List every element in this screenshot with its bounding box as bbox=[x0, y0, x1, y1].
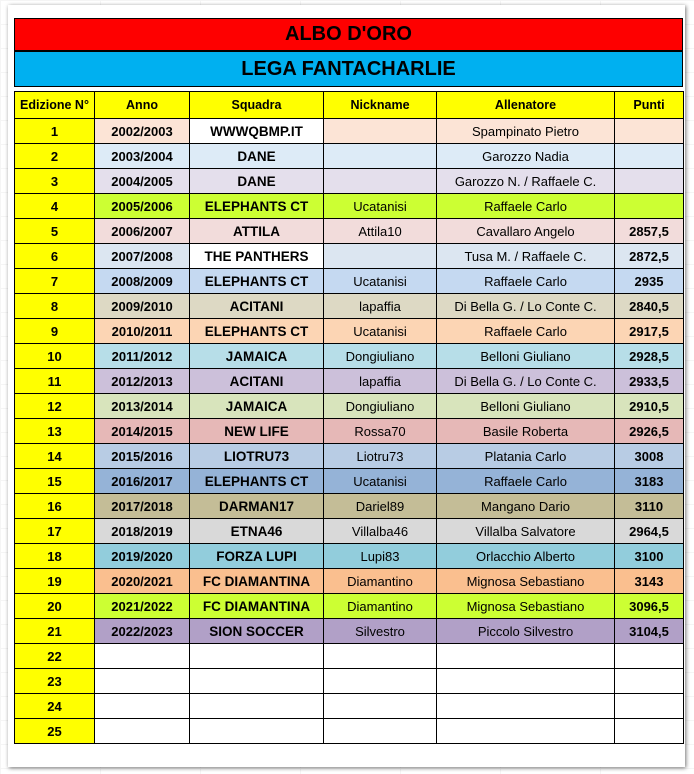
cell-allenatore[interactable]: Raffaele Carlo bbox=[437, 269, 615, 294]
cell-punti[interactable]: 2926,5 bbox=[615, 419, 684, 444]
table-row bbox=[15, 569, 684, 594]
cell-allenatore[interactable]: Villalba Salvatore bbox=[437, 519, 615, 544]
column-header-squadra[interactable]: Squadra bbox=[190, 92, 324, 119]
cell-edizione[interactable]: 21 bbox=[15, 619, 95, 644]
cell-nickname[interactable]: Ucatanisi bbox=[324, 319, 437, 344]
cell-edizione[interactable]: 13 bbox=[15, 419, 95, 444]
cell-edizione[interactable]: 15 bbox=[15, 469, 95, 494]
cell-nickname[interactable]: lapaffia bbox=[324, 369, 437, 394]
table-row bbox=[15, 319, 684, 344]
cell-allenatore[interactable]: Belloni Giuliano bbox=[437, 344, 615, 369]
cell-anno[interactable] bbox=[95, 694, 190, 719]
table-row bbox=[15, 344, 684, 369]
table-row bbox=[15, 669, 684, 694]
column-header-anno[interactable]: Anno bbox=[95, 92, 190, 119]
cell-anno[interactable] bbox=[95, 719, 190, 744]
cell-punti[interactable]: 3110 bbox=[615, 494, 684, 519]
cell-punti[interactable]: 2928,5 bbox=[615, 344, 684, 369]
column-header-nickname[interactable]: Nickname bbox=[324, 92, 437, 119]
cell-allenatore[interactable]: Basile Roberta bbox=[437, 419, 615, 444]
table-row bbox=[15, 644, 684, 669]
cell-nickname[interactable]: Rossa70 bbox=[324, 419, 437, 444]
cell-anno[interactable]: 2015/2016 bbox=[95, 444, 190, 469]
cell-punti[interactable]: 2840,5 bbox=[615, 294, 684, 319]
cell-allenatore[interactable]: Orlacchio Alberto bbox=[437, 544, 615, 569]
cell-allenatore[interactable]: Piccolo Silvestro bbox=[437, 619, 615, 644]
cell-squadra[interactable]: DANE bbox=[190, 144, 324, 169]
cell-allenatore[interactable]: Raffaele Carlo bbox=[437, 319, 615, 344]
cell-edizione[interactable]: 4 bbox=[15, 194, 95, 219]
title-banner: ALBO D'ORO bbox=[14, 18, 683, 51]
cell-anno[interactable]: 2021/2022 bbox=[95, 594, 190, 619]
cell-punti[interactable] bbox=[615, 644, 684, 669]
albo-doro-table bbox=[14, 91, 684, 744]
cell-punti[interactable]: 2910,5 bbox=[615, 394, 684, 419]
cell-nickname[interactable]: lapaffia bbox=[324, 294, 437, 319]
cell-allenatore[interactable] bbox=[437, 719, 615, 744]
cell-allenatore[interactable]: Di Bella G. / Lo Conte C. bbox=[437, 369, 615, 394]
cell-nickname[interactable]: Dongiuliano bbox=[324, 344, 437, 369]
cell-nickname[interactable] bbox=[324, 669, 437, 694]
cell-edizione[interactable]: 10 bbox=[15, 344, 95, 369]
cell-edizione[interactable]: 25 bbox=[15, 719, 95, 744]
cell-allenatore[interactable]: Raffaele Carlo bbox=[437, 194, 615, 219]
cell-edizione[interactable]: 24 bbox=[15, 694, 95, 719]
cell-nickname[interactable] bbox=[324, 144, 437, 169]
cell-squadra[interactable] bbox=[190, 719, 324, 744]
cell-nickname[interactable]: Lupi83 bbox=[324, 544, 437, 569]
cell-squadra[interactable]: WWWQBMP.IT bbox=[190, 119, 324, 144]
cell-squadra[interactable]: ETNA46 bbox=[190, 519, 324, 544]
cell-punti[interactable] bbox=[615, 119, 684, 144]
cell-punti[interactable] bbox=[615, 194, 684, 219]
table-row bbox=[15, 444, 684, 469]
cell-nickname[interactable] bbox=[324, 119, 437, 144]
cell-nickname[interactable] bbox=[324, 169, 437, 194]
cell-nickname[interactable] bbox=[324, 719, 437, 744]
table-row bbox=[15, 369, 684, 394]
cell-nickname[interactable] bbox=[324, 244, 437, 269]
cell-allenatore[interactable] bbox=[437, 694, 615, 719]
table-row bbox=[15, 294, 684, 319]
cell-punti[interactable]: 3143 bbox=[615, 569, 684, 594]
cell-allenatore[interactable]: Garozzo N. / Raffaele C. bbox=[437, 169, 615, 194]
table-row bbox=[15, 594, 684, 619]
cell-anno[interactable] bbox=[95, 669, 190, 694]
cell-punti[interactable] bbox=[615, 669, 684, 694]
cell-allenatore[interactable] bbox=[437, 669, 615, 694]
cell-squadra[interactable] bbox=[190, 644, 324, 669]
cell-allenatore[interactable]: Tusa M. / Raffaele C. bbox=[437, 244, 615, 269]
cell-punti[interactable] bbox=[615, 169, 684, 194]
cell-punti[interactable]: 2917,5 bbox=[615, 319, 684, 344]
cell-edizione[interactable]: 12 bbox=[15, 394, 95, 419]
cell-anno[interactable]: 2018/2019 bbox=[95, 519, 190, 544]
cell-anno[interactable]: 2019/2020 bbox=[95, 544, 190, 569]
cell-squadra[interactable]: ELEPHANTS CT bbox=[190, 469, 324, 494]
table-row bbox=[15, 144, 684, 169]
cell-punti[interactable]: 2933,5 bbox=[615, 369, 684, 394]
cell-edizione[interactable]: 7 bbox=[15, 269, 95, 294]
table-row bbox=[15, 244, 684, 269]
cell-squadra[interactable]: LIOTRU73 bbox=[190, 444, 324, 469]
cell-squadra[interactable] bbox=[190, 694, 324, 719]
cell-squadra[interactable]: FC DIAMANTINA bbox=[190, 569, 324, 594]
cell-squadra[interactable]: ELEPHANTS CT bbox=[190, 194, 324, 219]
cell-anno[interactable]: 2020/2021 bbox=[95, 569, 190, 594]
table-row bbox=[15, 544, 684, 569]
albo-doro-sheet bbox=[8, 5, 685, 767]
cell-anno[interactable]: 2004/2005 bbox=[95, 169, 190, 194]
cell-anno[interactable]: 2009/2010 bbox=[95, 294, 190, 319]
cell-nickname[interactable]: Ucatanisi bbox=[324, 269, 437, 294]
cell-squadra[interactable]: ATTILA bbox=[190, 219, 324, 244]
subtitle-banner: LEGA FANTACHARLIE bbox=[14, 51, 683, 87]
cell-allenatore[interactable]: Cavallaro Angelo bbox=[437, 219, 615, 244]
cell-nickname[interactable]: Villalba46 bbox=[324, 519, 437, 544]
cell-punti[interactable]: 2857,5 bbox=[615, 219, 684, 244]
cell-anno[interactable]: 2014/2015 bbox=[95, 419, 190, 444]
table-row bbox=[15, 194, 684, 219]
cell-squadra[interactable]: THE PANTHERS bbox=[190, 244, 324, 269]
cell-squadra[interactable]: DANE bbox=[190, 169, 324, 194]
cell-squadra[interactable]: FORZA LUPI bbox=[190, 544, 324, 569]
cell-anno[interactable]: 2012/2013 bbox=[95, 369, 190, 394]
cell-anno[interactable]: 2006/2007 bbox=[95, 219, 190, 244]
cell-nickname[interactable]: Liotru73 bbox=[324, 444, 437, 469]
cell-squadra[interactable]: NEW LIFE bbox=[190, 419, 324, 444]
table-row bbox=[15, 419, 684, 444]
cell-edizione[interactable]: 17 bbox=[15, 519, 95, 544]
table-row bbox=[15, 469, 684, 494]
cell-punti[interactable]: 2935 bbox=[615, 269, 684, 294]
table-row bbox=[15, 719, 684, 744]
cell-squadra[interactable]: SION SOCCER bbox=[190, 619, 324, 644]
table-row bbox=[15, 519, 684, 544]
cell-squadra[interactable]: ELEPHANTS CT bbox=[190, 319, 324, 344]
table-row bbox=[15, 269, 684, 294]
cell-nickname[interactable]: Ucatanisi bbox=[324, 469, 437, 494]
cell-squadra[interactable]: FC DIAMANTINA bbox=[190, 594, 324, 619]
cell-punti[interactable]: 3008 bbox=[615, 444, 684, 469]
cell-anno[interactable]: 2022/2023 bbox=[95, 619, 190, 644]
cell-nickname[interactable]: Dariel89 bbox=[324, 494, 437, 519]
cell-nickname[interactable]: Diamantino bbox=[324, 594, 437, 619]
cell-punti[interactable] bbox=[615, 694, 684, 719]
cell-nickname[interactable]: Dongiuliano bbox=[324, 394, 437, 419]
cell-squadra[interactable]: JAMAICA bbox=[190, 394, 324, 419]
cell-edizione[interactable]: 20 bbox=[15, 594, 95, 619]
cell-squadra[interactable]: JAMAICA bbox=[190, 344, 324, 369]
cell-edizione[interactable]: 3 bbox=[15, 169, 95, 194]
column-header-allenatore[interactable]: Allenatore bbox=[437, 92, 615, 119]
cell-punti[interactable]: 3183 bbox=[615, 469, 684, 494]
cell-allenatore[interactable]: Platania Carlo bbox=[437, 444, 615, 469]
column-header-edizione[interactable]: Edizione N° bbox=[15, 92, 95, 119]
cell-edizione[interactable]: 9 bbox=[15, 319, 95, 344]
table-row bbox=[15, 119, 684, 144]
table-row bbox=[15, 219, 684, 244]
cell-punti[interactable]: 3096,5 bbox=[615, 594, 684, 619]
cell-punti[interactable]: 3104,5 bbox=[615, 619, 684, 644]
cell-allenatore[interactable]: Belloni Giuliano bbox=[437, 394, 615, 419]
table-row bbox=[15, 694, 684, 719]
cell-squadra[interactable]: ACITANI bbox=[190, 369, 324, 394]
cell-anno[interactable]: 2003/2004 bbox=[95, 144, 190, 169]
cell-edizione[interactable]: 18 bbox=[15, 544, 95, 569]
cell-edizione[interactable]: 2 bbox=[15, 144, 95, 169]
cell-nickname[interactable]: Diamantino bbox=[324, 569, 437, 594]
cell-edizione[interactable]: 8 bbox=[15, 294, 95, 319]
cell-edizione[interactable]: 14 bbox=[15, 444, 95, 469]
cell-anno[interactable]: 2008/2009 bbox=[95, 269, 190, 294]
cell-anno[interactable]: 2013/2014 bbox=[95, 394, 190, 419]
cell-allenatore[interactable]: Spampinato Pietro bbox=[437, 119, 615, 144]
cell-nickname[interactable] bbox=[324, 694, 437, 719]
cell-punti[interactable]: 2872,5 bbox=[615, 244, 684, 269]
cell-edizione[interactable]: 6 bbox=[15, 244, 95, 269]
cell-edizione[interactable]: 11 bbox=[15, 369, 95, 394]
cell-edizione[interactable]: 19 bbox=[15, 569, 95, 594]
cell-allenatore[interactable]: Mangano Dario bbox=[437, 494, 615, 519]
cell-edizione[interactable]: 16 bbox=[15, 494, 95, 519]
cell-allenatore[interactable]: Garozzo Nadia bbox=[437, 144, 615, 169]
cell-nickname[interactable] bbox=[324, 644, 437, 669]
cell-anno[interactable]: 2016/2017 bbox=[95, 469, 190, 494]
cell-allenatore[interactable]: Mignosa Sebastiano bbox=[437, 569, 615, 594]
cell-punti[interactable] bbox=[615, 144, 684, 169]
cell-squadra[interactable]: ACITANI bbox=[190, 294, 324, 319]
cell-edizione[interactable]: 5 bbox=[15, 219, 95, 244]
cell-punti[interactable] bbox=[615, 719, 684, 744]
cell-allenatore[interactable]: Mignosa Sebastiano bbox=[437, 594, 615, 619]
table-row bbox=[15, 394, 684, 419]
cell-allenatore[interactable]: Raffaele Carlo bbox=[437, 469, 615, 494]
cell-anno[interactable] bbox=[95, 644, 190, 669]
cell-nickname[interactable]: Ucatanisi bbox=[324, 194, 437, 219]
cell-squadra[interactable]: DARMAN17 bbox=[190, 494, 324, 519]
cell-punti[interactable]: 3100 bbox=[615, 544, 684, 569]
cell-punti[interactable]: 2964,5 bbox=[615, 519, 684, 544]
cell-edizione[interactable]: 23 bbox=[15, 669, 95, 694]
cell-anno[interactable]: 2011/2012 bbox=[95, 344, 190, 369]
column-header-punti[interactable]: Punti bbox=[615, 92, 684, 119]
cell-edizione[interactable]: 1 bbox=[15, 119, 95, 144]
cell-edizione[interactable]: 22 bbox=[15, 644, 95, 669]
table-row bbox=[15, 169, 684, 194]
cell-allenatore[interactable] bbox=[437, 644, 615, 669]
cell-anno[interactable]: 2007/2008 bbox=[95, 244, 190, 269]
cell-squadra[interactable] bbox=[190, 669, 324, 694]
cell-allenatore[interactable]: Di Bella G. / Lo Conte C. bbox=[437, 294, 615, 319]
header-row bbox=[15, 92, 684, 119]
cell-squadra[interactable]: ELEPHANTS CT bbox=[190, 269, 324, 294]
cell-anno[interactable]: 2017/2018 bbox=[95, 494, 190, 519]
table-row bbox=[15, 494, 684, 519]
table-row bbox=[15, 619, 684, 644]
cell-nickname[interactable]: Silvestro bbox=[324, 619, 437, 644]
cell-anno[interactable]: 2005/2006 bbox=[95, 194, 190, 219]
cell-anno[interactable]: 2010/2011 bbox=[95, 319, 190, 344]
cell-nickname[interactable]: Attila10 bbox=[324, 219, 437, 244]
cell-anno[interactable]: 2002/2003 bbox=[95, 119, 190, 144]
